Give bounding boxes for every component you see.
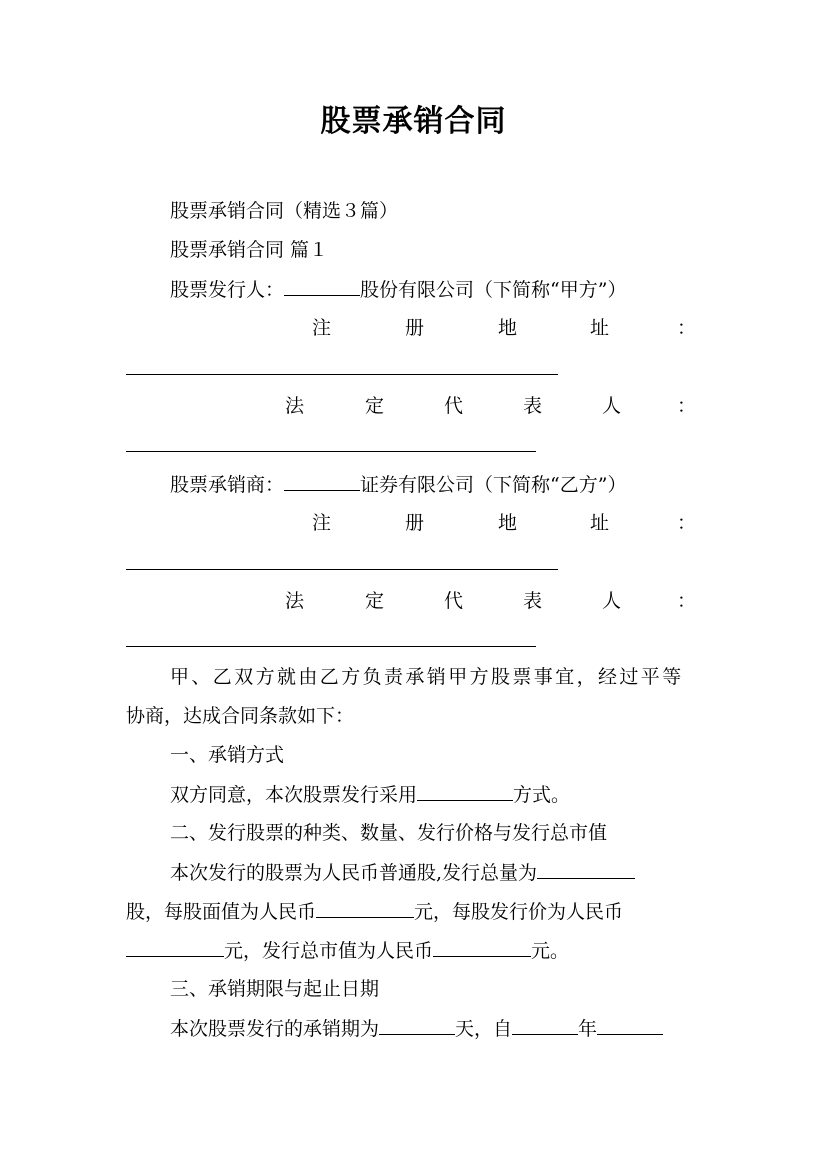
underwriter-address-label [0, 509, 827, 537]
rep-char: 人 [602, 395, 622, 417]
rep-char: 法 [285, 590, 305, 612]
rep-char: 代 [444, 395, 464, 417]
underwriter-rep-blank [126, 646, 536, 647]
issuer-address-blank [126, 374, 558, 375]
issuer-prefix: 股票发行人： [170, 279, 285, 301]
underwriter-line [170, 470, 626, 499]
section-3-text-a: 本次股票发行的承销期为 [170, 1018, 380, 1040]
section-2-text-2b: 元，每股发行价为人民币 [414, 901, 624, 923]
rep-char: 人 [602, 590, 622, 612]
section-2-line-2 [126, 897, 623, 926]
intro-paragraph-line-1: 甲、乙双方就由乙方负责承销甲方股票事宜，经过平等 [170, 666, 684, 688]
issuer-blank [284, 275, 360, 296]
rep-char: 表 [523, 395, 543, 417]
rep-char: ： [677, 590, 697, 612]
section-2-heading: 二、发行股票的种类、数量、发行价格与发行总市值 [170, 822, 608, 844]
issuer-suffix: 股份有限公司（下简称“甲方”） [360, 279, 627, 301]
section-2-text-3a: 元，发行总市值为人民币 [224, 940, 434, 962]
addr-char: 注 [312, 512, 332, 534]
addr-char: ： [677, 317, 697, 339]
year-blank [512, 1014, 578, 1035]
subtitle: 股票承销合同（精选３篇） [170, 200, 399, 222]
addr-char: 址 [590, 317, 610, 339]
underwriter-suffix: 证券有限公司（下简称“乙方”） [360, 474, 627, 496]
section-2-line-1 [170, 858, 635, 887]
addr-char: 册 [405, 317, 425, 339]
issuer-rep-blank [126, 451, 536, 452]
issuer-rep-label [0, 392, 827, 420]
addr-char: 册 [405, 512, 425, 534]
par-value-blank [316, 897, 414, 918]
days-blank [379, 1014, 455, 1035]
issuer-address-label [0, 314, 827, 342]
addr-char: 地 [498, 317, 518, 339]
total-shares-blank [537, 858, 635, 879]
addr-char: ： [677, 512, 697, 534]
section-title: 股票承销合同 篇１ [170, 239, 329, 261]
market-value-blank [433, 936, 531, 957]
section-3-text-c: 年 [578, 1018, 598, 1040]
section-2-text-3b: 元。 [531, 940, 570, 962]
underwriter-address-blank [126, 569, 558, 570]
section-3-line-1 [170, 1014, 663, 1043]
rep-char: 定 [365, 395, 385, 417]
section-1-heading: 一、承销方式 [170, 744, 285, 766]
section-1-body [170, 780, 570, 809]
method-blank [417, 780, 513, 801]
addr-char: 地 [498, 512, 518, 534]
issue-price-blank [126, 936, 224, 957]
section-2-text-2a: 股，每股面值为人民币 [126, 901, 317, 923]
intro-paragraph-line-2: 协商，达成合同条款如下： [126, 705, 355, 727]
section-2-line-3 [126, 936, 569, 965]
section-1-text-b: 方式。 [513, 784, 571, 806]
rep-char: 表 [523, 590, 543, 612]
rep-char: ： [677, 395, 697, 417]
addr-char: 注 [312, 317, 332, 339]
section-3-heading: 三、承销期限与起止日期 [170, 978, 380, 1000]
underwriter-rep-label [0, 587, 827, 615]
underwriter-prefix: 股票承销商： [170, 474, 285, 496]
addr-char: 址 [590, 512, 610, 534]
section-2-text-1: 本次发行的股票为人民币普通股,发行总量为 [170, 862, 538, 884]
month-blank [597, 1014, 663, 1035]
rep-char: 法 [285, 395, 305, 417]
rep-char: 定 [365, 590, 385, 612]
rep-char: 代 [444, 590, 464, 612]
document-title: 股票承销合同 [320, 104, 507, 139]
section-1-text-a: 双方同意，本次股票发行采用 [170, 784, 418, 806]
underwriter-blank [284, 470, 360, 491]
section-3-text-b: 天，自 [455, 1018, 513, 1040]
issuer-line [170, 275, 626, 304]
